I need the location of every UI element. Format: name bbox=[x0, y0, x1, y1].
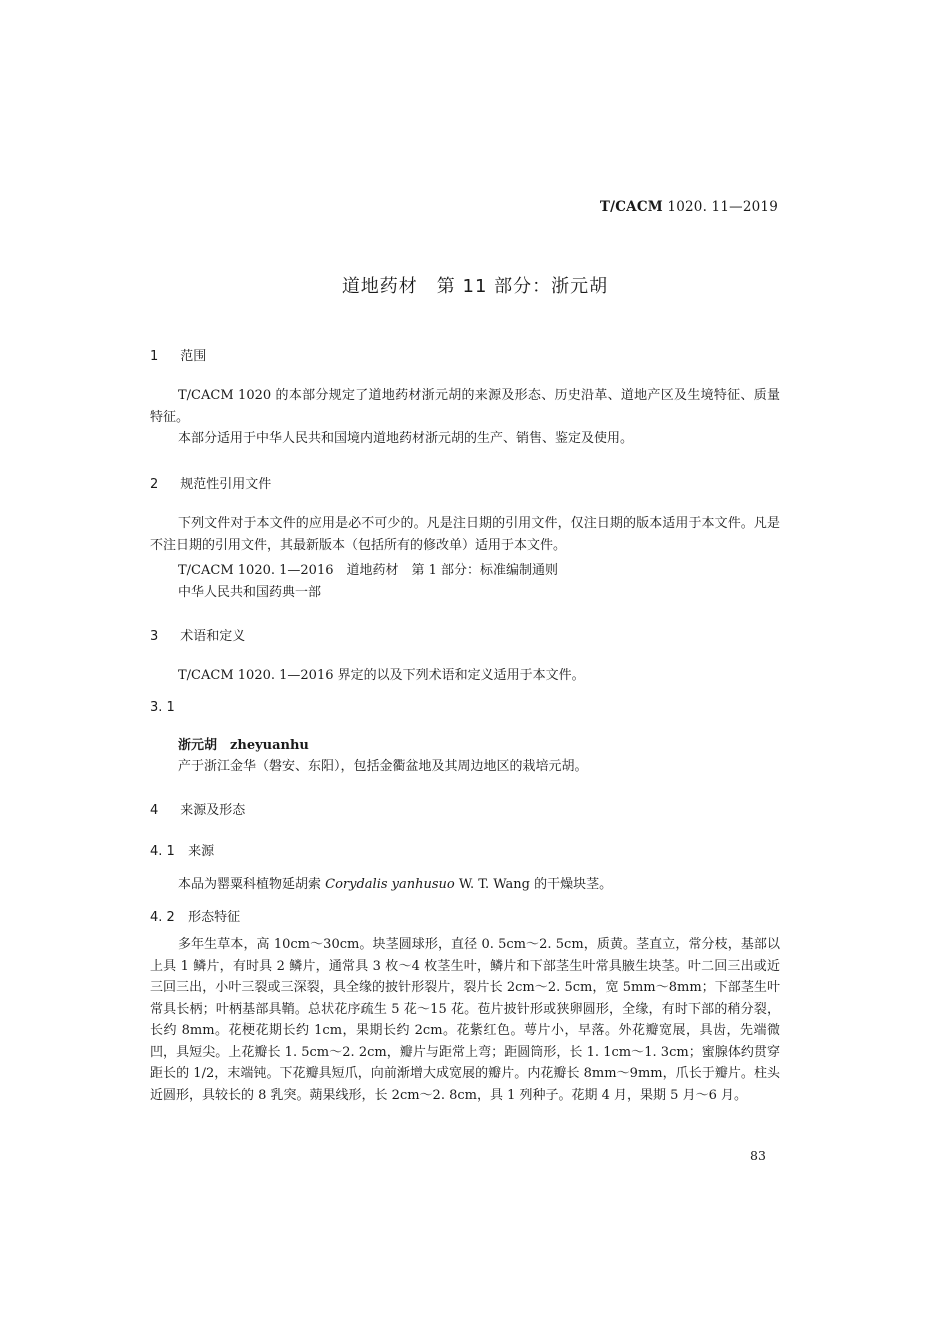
section-3-1-heading: 3. 1 bbox=[150, 700, 175, 715]
term-definition: 产于浙江金华（磐安、东阳），包括金衢盆地及其周边地区的栽培元胡。 bbox=[178, 759, 588, 774]
section-4-2-heading: 4. 2 形态特征 bbox=[150, 910, 241, 925]
section-1-paragraph-1: T/CACM 1020 的本部分规定了道地药材浙元胡的来源及形态、历史沿革、道地产区及生境特征、质量特征。 bbox=[150, 388, 780, 425]
section-4-1-heading: 4. 1 来源 bbox=[150, 844, 215, 859]
section-4-2-paragraph: 多年生草本，高 10cm～30cm。块茎圆球形，直径 0. 5cm～2. 5cm，质黄。茎直立，常分枝，基部以上具 1 鳞片，有时具 2 鳞片，通常具 3 枚～4 枚茎生叶，鳞片和下部茎生叶常具腋生块茎。叶二回三出或近三回三出，小叶三裂或三深裂，具全缘的披针形裂片，裂片长 2cm～2. 5cm，宽 5mm～8mm；下部茎生叶常具长柄；叶柄基部具鞘。总状花序疏生 5 花～15 花。苞片披针形或狭卵圆形，全缘，有时下部的稍分裂，长约 8mm。花梗花期长约 1cm，果期长约 2cm。花紫红色。萼片小，早落。外花瓣宽展，具齿，先端微凹，具短尖。上花瓣长 1. 5cm～2. 2cm，瓣片与距常上弯；距圆筒形，长 1. 1cm～1. 3cm；蜜腺体约贯穿距长的 1/2，末端钝。下花瓣具短爪，向前渐增大成宽展的瓣片。内花瓣长 8mm～9mm，爪长于瓣片。柱头近圆形，具较长的 8 乳突。蒴果线形，长 2cm～2. 8cm，具 1 列种子。花期 4 月，果期 5 月～6 月。 bbox=[150, 937, 780, 1103]
normative-reference-2: 中华人民共和国药典一部 bbox=[178, 585, 322, 600]
section-3-heading: 3 术语和定义 bbox=[150, 629, 246, 644]
section-2-heading: 2 规范性引用文件 bbox=[150, 477, 272, 492]
normative-reference-1: T/CACM 1020. 1—2016 道地药材 第 1 部分：标准编制通则 bbox=[178, 563, 559, 578]
section-1-heading: 1 范围 bbox=[150, 349, 207, 364]
term-zheyuanhu: 浙元胡 zheyuanhu bbox=[178, 738, 309, 753]
section-1-paragraph-2: 本部分适用于中华人民共和国境内道地药材浙元胡的生产、销售、鉴定及使用。 bbox=[178, 431, 634, 446]
section-3-paragraph-1: T/CACM 1020. 1—2016 界定的以及下列术语和定义适用于本文件。 bbox=[178, 668, 585, 683]
section-2-paragraph-1: 下列文件对于本文件的应用是必不可少的。凡是注日期的引用文件，仅注日期的版本适用于本文件。凡是不注日期的引用文件，其最新版本（包括所有的修改单）适用于本文件。 bbox=[150, 516, 780, 553]
page-title: 道地药材 第 11 部分：浙元胡 bbox=[341, 276, 609, 297]
page-number: 83 bbox=[750, 1148, 766, 1163]
standard-code: T/CACM 1020. 11—2019 bbox=[599, 199, 778, 215]
section-4-heading: 4 来源及形态 bbox=[150, 803, 246, 818]
latin-species-name: Corydalis yanhusuo bbox=[325, 877, 455, 892]
section-4-1-paragraph: 本品为罂粟科植物延胡索 Corydalis yanhusuo W. T. Wang 的干燥块茎。 bbox=[178, 877, 613, 892]
